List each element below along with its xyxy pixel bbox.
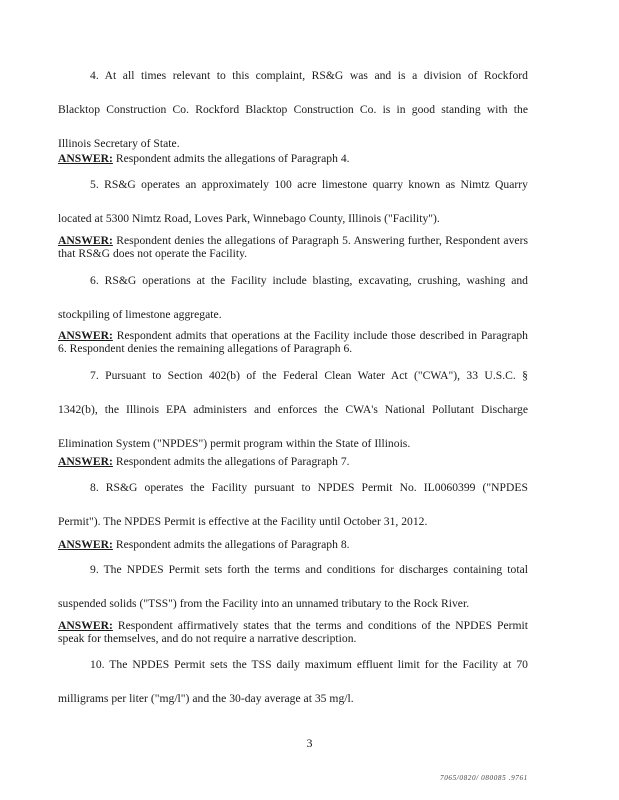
paragraph-8 (58, 471, 528, 539)
footer-stamp: 7065/0820/ 080085 .9761 (440, 774, 528, 782)
paragraph-line: stockpiling of limestone aggregate. (58, 308, 222, 321)
answer-5 (58, 234, 528, 261)
paragraph-7 (58, 359, 528, 461)
answer-text: Respondent admits that operations at the Facility include those described in Paragraph 6. Respondent denies the remaining allegations of Paragraph 6. (58, 329, 528, 356)
paragraph-line: 7. Pursuant to Section 402(b) of the Federal Clean Water Act ("CWA"), 33 U.S.C. § (90, 369, 528, 382)
answer-label: ANSWER: (58, 152, 113, 165)
paragraph-line: Illinois Secretary of State. (58, 137, 180, 150)
paragraph-line: Permit"). The NPDES Permit is effective at the Facility until October 31, 2012. (58, 515, 428, 528)
paragraph-line: 9. The NPDES Permit sets forth the terms and conditions for discharges containing total (90, 563, 528, 576)
answer-7 (58, 455, 528, 468)
answer-text: Respondent admits the allegations of Paragraph 8. (115, 538, 350, 551)
paragraph-5 (58, 168, 528, 236)
paragraph-line: Blacktop Construction Co. Rockford Blacktop Construction Co. is in good standing with the (58, 103, 528, 116)
paragraph-line: 10. The NPDES Permit sets the TSS daily maximum effluent limit for the Facility at 70 (90, 658, 528, 671)
answer-text: Respondent affirmatively states that the terms and conditions of the NPDES Permit speak for themselves, and do not require a narrative description. (58, 619, 529, 646)
paragraph-line: located at 5300 Nimtz Road, Loves Park, Winnebago County, Illinois ("Facility"). (58, 212, 440, 225)
answer-label: ANSWER: (58, 538, 113, 551)
answer-9 (58, 619, 528, 646)
answer-text: Respondent denies the allegations of Paragraph 5. Answering further, Respondent avers that RS&G does not operate the Facility. (58, 234, 528, 261)
answer-label: ANSWER: (58, 234, 113, 247)
paragraph-6 (58, 264, 528, 332)
answer-text: Respondent admits the allegations of Paragraph 7. (115, 455, 350, 468)
answer-label: ANSWER: (58, 619, 113, 632)
answer-text: Respondent admits the allegations of Paragraph 4. (115, 152, 350, 165)
paragraph-line: 4. At all times relevant to this complaint, RS&G was and is a division of Rockford (90, 69, 528, 82)
answer-label: ANSWER: (58, 329, 113, 342)
answer-6 (58, 329, 528, 356)
paragraph-line: Elimination System ("NPDES") permit program within the State of Illinois. (58, 437, 411, 450)
paragraph-line: milligrams per liter ("mg/l") and the 30-day average at 35 mg/l. (58, 692, 354, 705)
paragraph-line: suspended solids ("TSS") from the Facility into an unnamed tributary to the Rock River. (58, 597, 470, 610)
page-number: 3 (306, 736, 313, 750)
paragraph-line: 5. RS&G operates an approximately 100 acre limestone quarry known as Nimtz Quarry (90, 178, 528, 191)
answer-4 (58, 152, 528, 165)
paragraph-9 (58, 553, 528, 621)
paragraph-line: 1342(b), the Illinois EPA administers and enforces the CWA's National Pollutant Discharge (58, 403, 528, 416)
paragraph-line: 8. RS&G operates the Facility pursuant to NPDES Permit No. IL0060399 ("NPDES (90, 481, 528, 494)
paragraph-line: 6. RS&G operations at the Facility include blasting, excavating, crushing, washing and (90, 274, 528, 287)
paragraph-4 (58, 59, 528, 161)
answer-label: ANSWER: (58, 455, 113, 468)
answer-8 (58, 538, 528, 551)
paragraph-10 (58, 648, 528, 716)
